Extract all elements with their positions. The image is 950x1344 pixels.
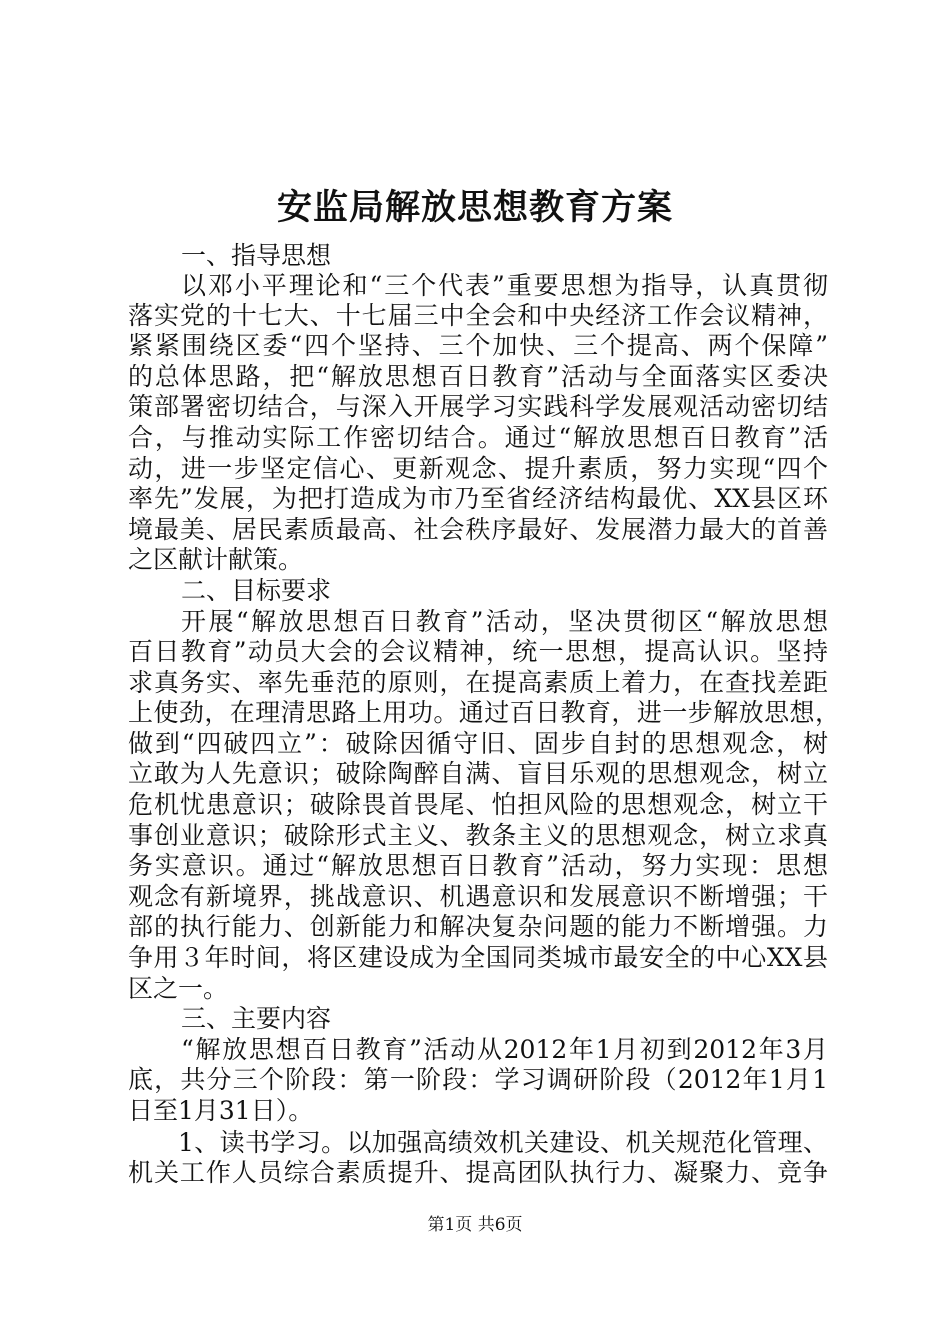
paragraph-line: “解放思想百日教育”活动从2012年1月初到2012年3月	[181, 1035, 828, 1064]
paragraph-line: 百日教育”动员大会的会议精神，统一思想，提高认识。坚持	[128, 637, 828, 666]
heading-goals: 二、目标要求	[181, 576, 332, 605]
paragraph-line: 争用３年时间，将区建设成为全国同类城市最安全的中心XX县	[128, 943, 828, 972]
paragraph-line: 以邓小平理论和“三个代表”重要思想为指导，认真贯彻	[181, 271, 828, 300]
paragraph-line: 做到“四破四立”：破除因循守旧、固步自封的思想观念，树	[128, 729, 828, 758]
paragraph-line: 危机忧患意识；破除畏首畏尾、怕担风险的思想观念，树立干	[128, 790, 828, 819]
page-footer: 第1页 共6页	[427, 1215, 523, 1235]
paragraph-line: 求真务实、率先垂范的原则，在提高素质上着力，在查找差距	[128, 668, 828, 697]
paragraph-line: 观念有新境界，挑战意识、机遇意识和发展意识不断增强；干	[128, 882, 828, 911]
paragraph-line: 紧紧围绕区委“四个坚持、三个加快、三个提高、两个保障”	[128, 331, 828, 360]
paragraph-line: 上使劲，在理清思路上用功。通过百日教育，进一步解放思想，	[128, 698, 840, 727]
paragraph-line: 部的执行能力、创新能力和解决复杂问题的能力不断增强。力	[128, 912, 828, 941]
paragraph-line: 1、读书学习。以加强高绩效机关建设、机关规范化管理、	[178, 1128, 828, 1157]
heading-main-content: 三、主要内容	[181, 1004, 332, 1033]
paragraph-line: 机关工作人员综合素质提升、提高团队执行力、凝聚力、竞争	[128, 1158, 828, 1187]
paragraph-line: 开展“解放思想百日教育”活动，坚决贯彻区“解放思想	[181, 607, 828, 636]
paragraph-line: 务实意识。通过“解放思想百日教育”活动，努力实现：思想	[128, 851, 828, 880]
heading-guiding-ideology: 一、指导思想	[181, 241, 332, 270]
paragraph-line: 境最美、居民素质最高、社会秩序最好、发展潜力最大的首善	[128, 515, 828, 544]
paragraph-line: 日至1月31日）。	[128, 1096, 314, 1125]
paragraph-line: 率先”发展，为把打造成为市乃至省经济结构最优、XX县区环	[128, 484, 828, 513]
paragraph-line: 策部署密切结合，与深入开展学习实践科学发展观活动密切结	[128, 392, 828, 421]
paragraph-line: 底，共分三个阶段：第一阶段：学习调研阶段（2012年1月1	[128, 1065, 828, 1094]
paragraph-line: 事创业意识；破除形式主义、教条主义的思想观念，树立求真	[128, 821, 828, 850]
paragraph-line: 之区献计献策。	[128, 545, 304, 574]
paragraph-line: 动，进一步坚定信心、更新观念、提升素质，努力实现“四个	[128, 454, 828, 483]
paragraph-line: 合，与推动实际工作密切结合。通过“解放思想百日教育”活	[128, 423, 828, 452]
document-title: 安监局解放思想教育方案	[276, 187, 673, 228]
paragraph-line: 立敢为人先意识；破除陶醉自满、盲目乐观的思想观念，树立	[128, 759, 828, 788]
paragraph-line: 的总体思路，把“解放思想百日教育”活动与全面落实区委决	[128, 362, 828, 391]
paragraph-line: 落实党的十七大、十七届三中全会和中央经济工作会议精神，	[128, 301, 828, 330]
paragraph-line: 区之一。	[128, 974, 229, 1003]
